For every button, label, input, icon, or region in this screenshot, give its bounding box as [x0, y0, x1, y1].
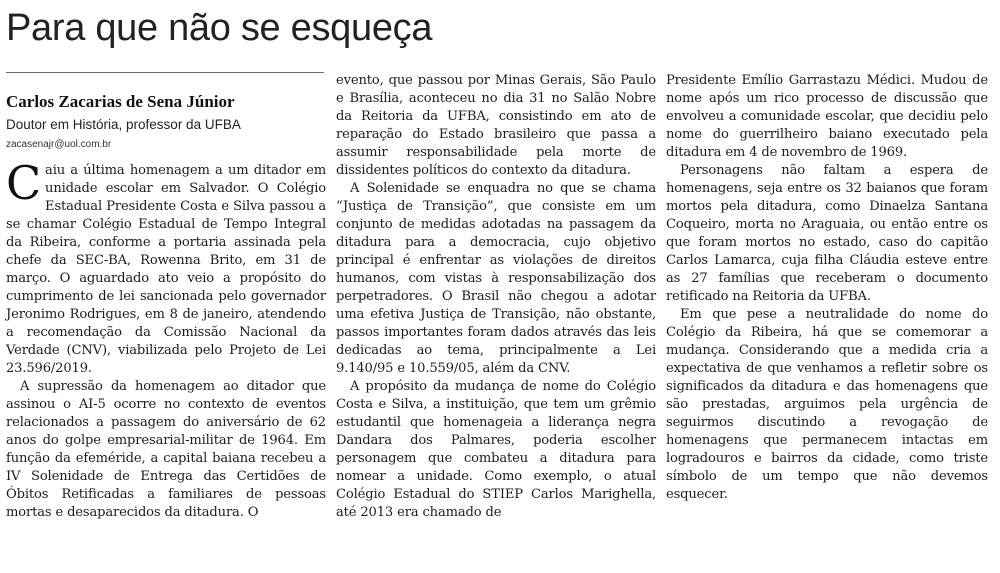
paragraph: A supressão da homenagem ao ditador que assinou o AI-5 ocorre no contexto de eventos relacionados a passagem do aniversário de 62 anos do golpe empresarial-militar de 1964. Em função da efeméride, a capital baiana recebeu a IV Solenidade de Entrega das Certidões de Óbitos Retificadas a familiares de pessoas mortas e desaparecidos da ditadura. O: [6, 379, 326, 520]
column-3: [666, 72, 988, 570]
paragraph: Em que pese a neutralidade do nome do Colégio da Ribeira, há que se comemorar a mudança. Considerando que a medida cria a expectativa de que venhamos a refletir sobre os significados da ditadura e das homenagens que são prestadas, arguimos pela urgência de seguirmos discutindo a revogação de homenagens que permanecem intactas em logradouros e bairros da cidade, como triste símbolo de um tempo que não devemos esquecer.: [666, 307, 988, 502]
column-1: [6, 156, 326, 570]
divider: [6, 72, 324, 73]
paragraph-continued: Presidente Emílio Garrastazu Médici. Mudou de nome após um rico processo de discussão que envolveu a comunidade escolar, que decidiu pelo nome do guerrilheiro baiano executado pela ditadura em 4 de novembro de 1969.: [666, 73, 988, 160]
paragraph: [6, 156, 326, 378]
author-name: Carlos Zacarias de Sena Júnior: [6, 92, 235, 111]
paragraph: A propósito da mudança de nome do Colégio Costa e Silva, a instituição, que tem um grêmio estudantil que homenageia a liderança negra Dandara dos Palmares, poderia escolher personagem que combateu a ditadura para nomear a unidade. Como exemplo, o atual Colégio Estadual do STIEP Carlos Marighella, até 2013 era chamado de: [336, 379, 656, 520]
author-email[interactable]: zacasenajr@uol.com.br: [6, 139, 112, 150]
drop-cap: C: [6, 156, 42, 210]
paragraph: A Solenidade se enquadra no que se chama “Justiça de Transição”, que consiste em um conjunto de medidas adotadas na passagem da ditadura para a democracia, cujo objetivo principal é enfrentar as violações de direitos humanos, com vistas à responsabilização dos perpetradores. O Brasil não chegou a adotar uma efetiva Justiça de Transição, não obstante, passos importantes foram dados através das leis dedicadas ao tema, principalmente a Lei 9.140/95 e 10.559/05, além da CNV.: [336, 181, 656, 376]
paragraph-text: aiu a última homenagem a um ditador em unidade escolar em Salvador. O Colégio Estadual Presidente Costa e Silva passou a se chamar Colégio Estadual de Tempo Integral da Ribeira, conforme a portaria assinada pela chefe da SEC-BA, Rowenna Brito, em 31 de março. O aguardado ato veio a propósito do cumprimento de lei sancionada pelo governador Jeronimo Rodrigues, em 8 de janeiro, atendendo a recomendação da Comissão Nacional da Verdade (CNV), viabilizada pelo Projeto de Lei 23.596/2019.: [6, 163, 326, 376]
paragraph: Personagens não faltam a espera de homenagens, seja entre os 32 baianos que foram mortos pela ditadura, como Dinaelza Santana Coqueiro, morta no Araguaia, ou então entre os que foram mortos no estado, caso do capitão Carlos Lamarca, cuja filha Cláudia esteve entre as 27 famílias que receberam o documento retificado na Reitoria da UFBA.: [666, 163, 988, 304]
author-credential: Doutor em História, professor da UFBA: [6, 117, 241, 132]
column-2: [336, 72, 656, 570]
headline: Para que não se esqueça: [6, 7, 433, 49]
paragraph-continued: evento, que passou por Minas Gerais, São Paulo e Brasília, aconteceu no dia 31 no Salão Nobre da Reitoria da UFBA, consistindo em ato de reparação do Estado brasileiro que passa a assumir responsabilidade pela morte de dissidentes políticos do contexto da ditadura.: [336, 73, 656, 178]
